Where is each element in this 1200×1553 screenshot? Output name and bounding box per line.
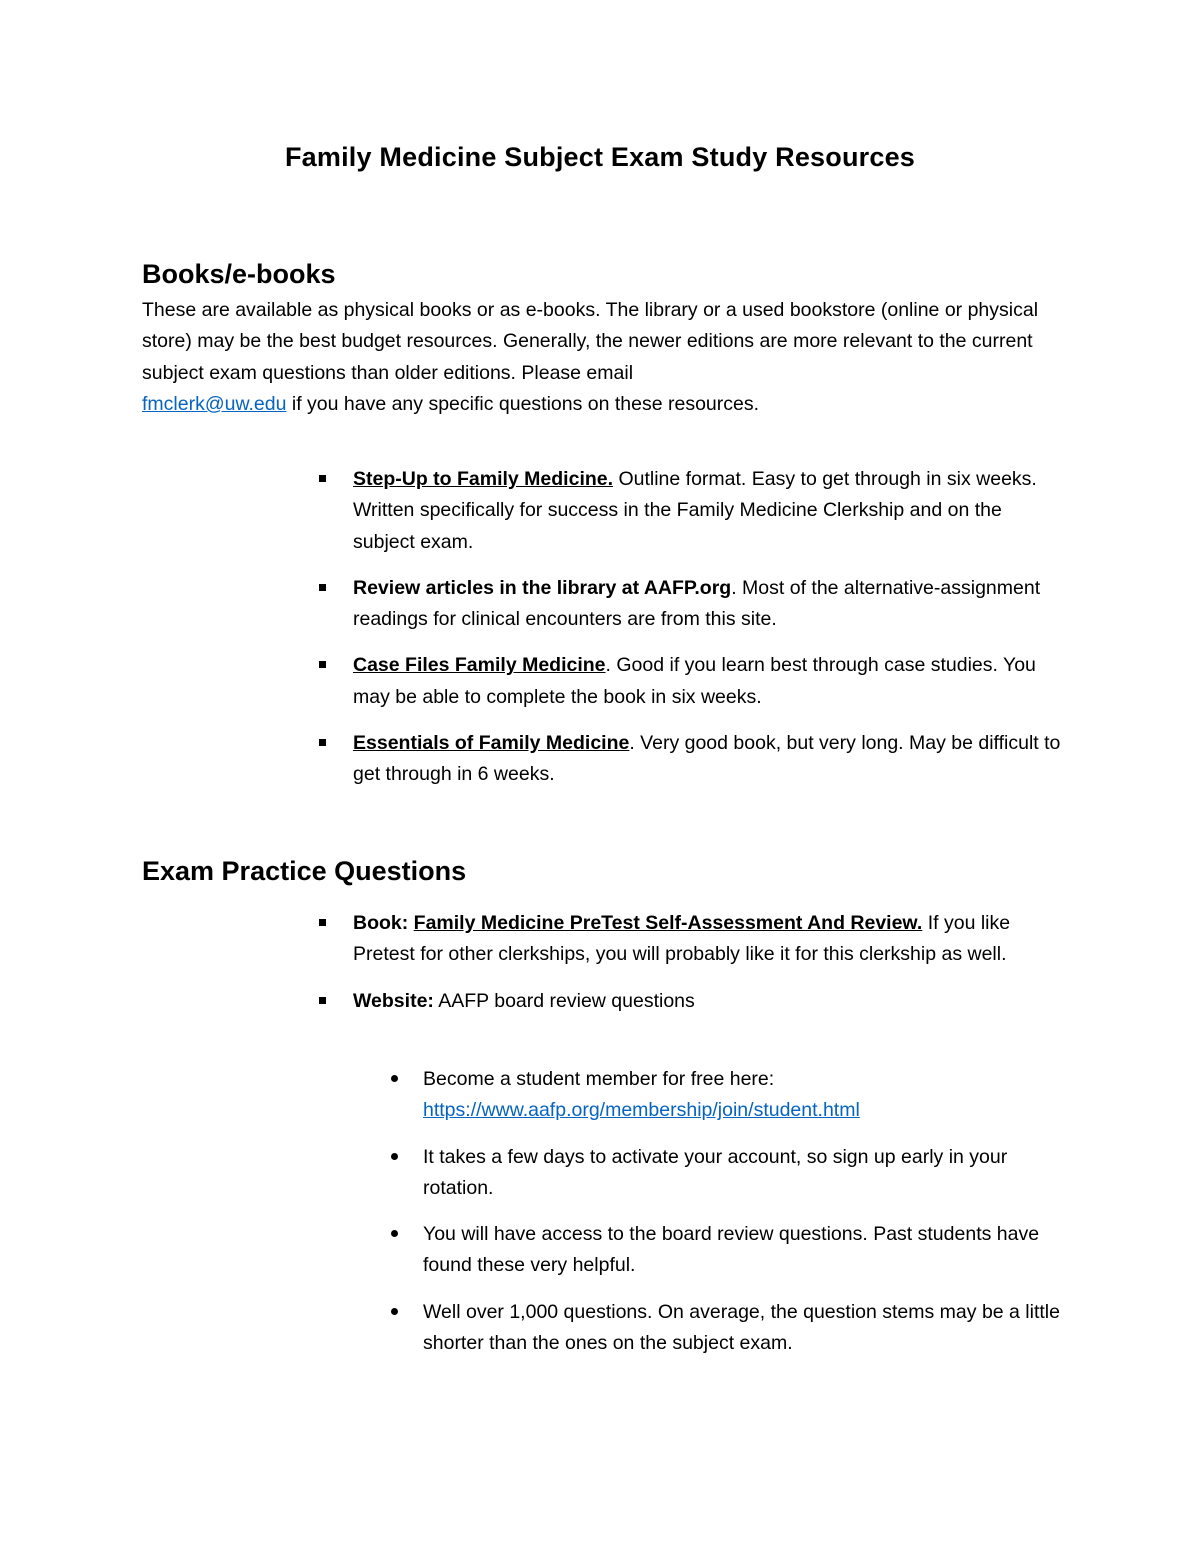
list-item bbox=[353, 464, 1063, 558]
books-list bbox=[353, 464, 1063, 806]
book-title: Essentials of Family Medicine bbox=[353, 732, 630, 755]
list-item bbox=[353, 908, 1063, 971]
book-description: . Very good book, but very long. May be difficult to get through in 6 weeks. bbox=[353, 732, 1061, 786]
sub-list-item bbox=[423, 1142, 1063, 1205]
sub-item-text: It takes a few days to activate your account, so sign up early in your rotation. bbox=[423, 1145, 1008, 1199]
list-item bbox=[353, 650, 1063, 713]
website-label: Website: bbox=[353, 989, 434, 1012]
books-intro bbox=[142, 295, 1042, 420]
book-description: . Good if you learn best through case studies. You may be able to complete the book in six weeks. bbox=[353, 654, 1036, 708]
aafp-membership-link[interactable]: https://www.aafp.org/membership/join/student.html bbox=[423, 1099, 860, 1122]
book-description: . Most of the alternative-assignment readings for clinical encounters are from this site. bbox=[353, 576, 1041, 631]
website-sublist bbox=[423, 1064, 1063, 1374]
exam-list bbox=[353, 908, 1063, 1032]
sub-list-item bbox=[423, 1064, 1063, 1127]
book-title: Step-Up to Family Medicine. bbox=[353, 468, 614, 490]
book-title: Case Files Family Medicine bbox=[353, 654, 606, 677]
books-intro-tail: if you have any specific questions on these resources. bbox=[286, 392, 760, 415]
books-intro-text: These are available as physical books or as e-books. The library or a used bookstore (online or physical store) may be the best budget resources. Generally, the newer editions are more relevant to the current subject exam questions than older editions. Please email bbox=[142, 299, 1039, 384]
sub-item-text: Well over 1,000 questions. On average, the question stems may be a little shorter than the ones on the subject exam. bbox=[423, 1300, 1060, 1355]
page-title: Family Medicine Subject Exam Study Resources bbox=[284, 142, 915, 172]
list-item bbox=[353, 986, 1063, 1017]
exam-heading: Exam Practice Questions bbox=[142, 856, 467, 886]
book-title: Review articles in the library at AAFP.org bbox=[353, 576, 732, 599]
sub-list-item bbox=[423, 1297, 1063, 1360]
email-link[interactable]: fmclerk@uw.edu bbox=[142, 392, 287, 415]
book-label: Book: bbox=[353, 912, 409, 934]
book-description: Outline format. Easy to get through in six weeks. Written specifically for success in the Family Medicine Clerkship and on the subject exam. bbox=[353, 468, 1037, 553]
sub-list-item bbox=[423, 1219, 1063, 1282]
website-description: AAFP board review questions bbox=[433, 989, 695, 1012]
sub-item-text: Become a student member for free here: bbox=[423, 1068, 775, 1090]
sub-item-text: You will have access to the board review questions. Past students have found these very helpful. bbox=[423, 1223, 1040, 1277]
list-item bbox=[353, 573, 1063, 636]
books-heading: Books/e-books bbox=[142, 259, 336, 289]
list-item bbox=[353, 728, 1063, 791]
pretest-book-title: Family Medicine PreTest Self-Assessment And Review. bbox=[413, 912, 923, 934]
pretest-description: If you like Pretest for other clerkships, you will probably like it for this clerkship as well. bbox=[353, 912, 1011, 966]
